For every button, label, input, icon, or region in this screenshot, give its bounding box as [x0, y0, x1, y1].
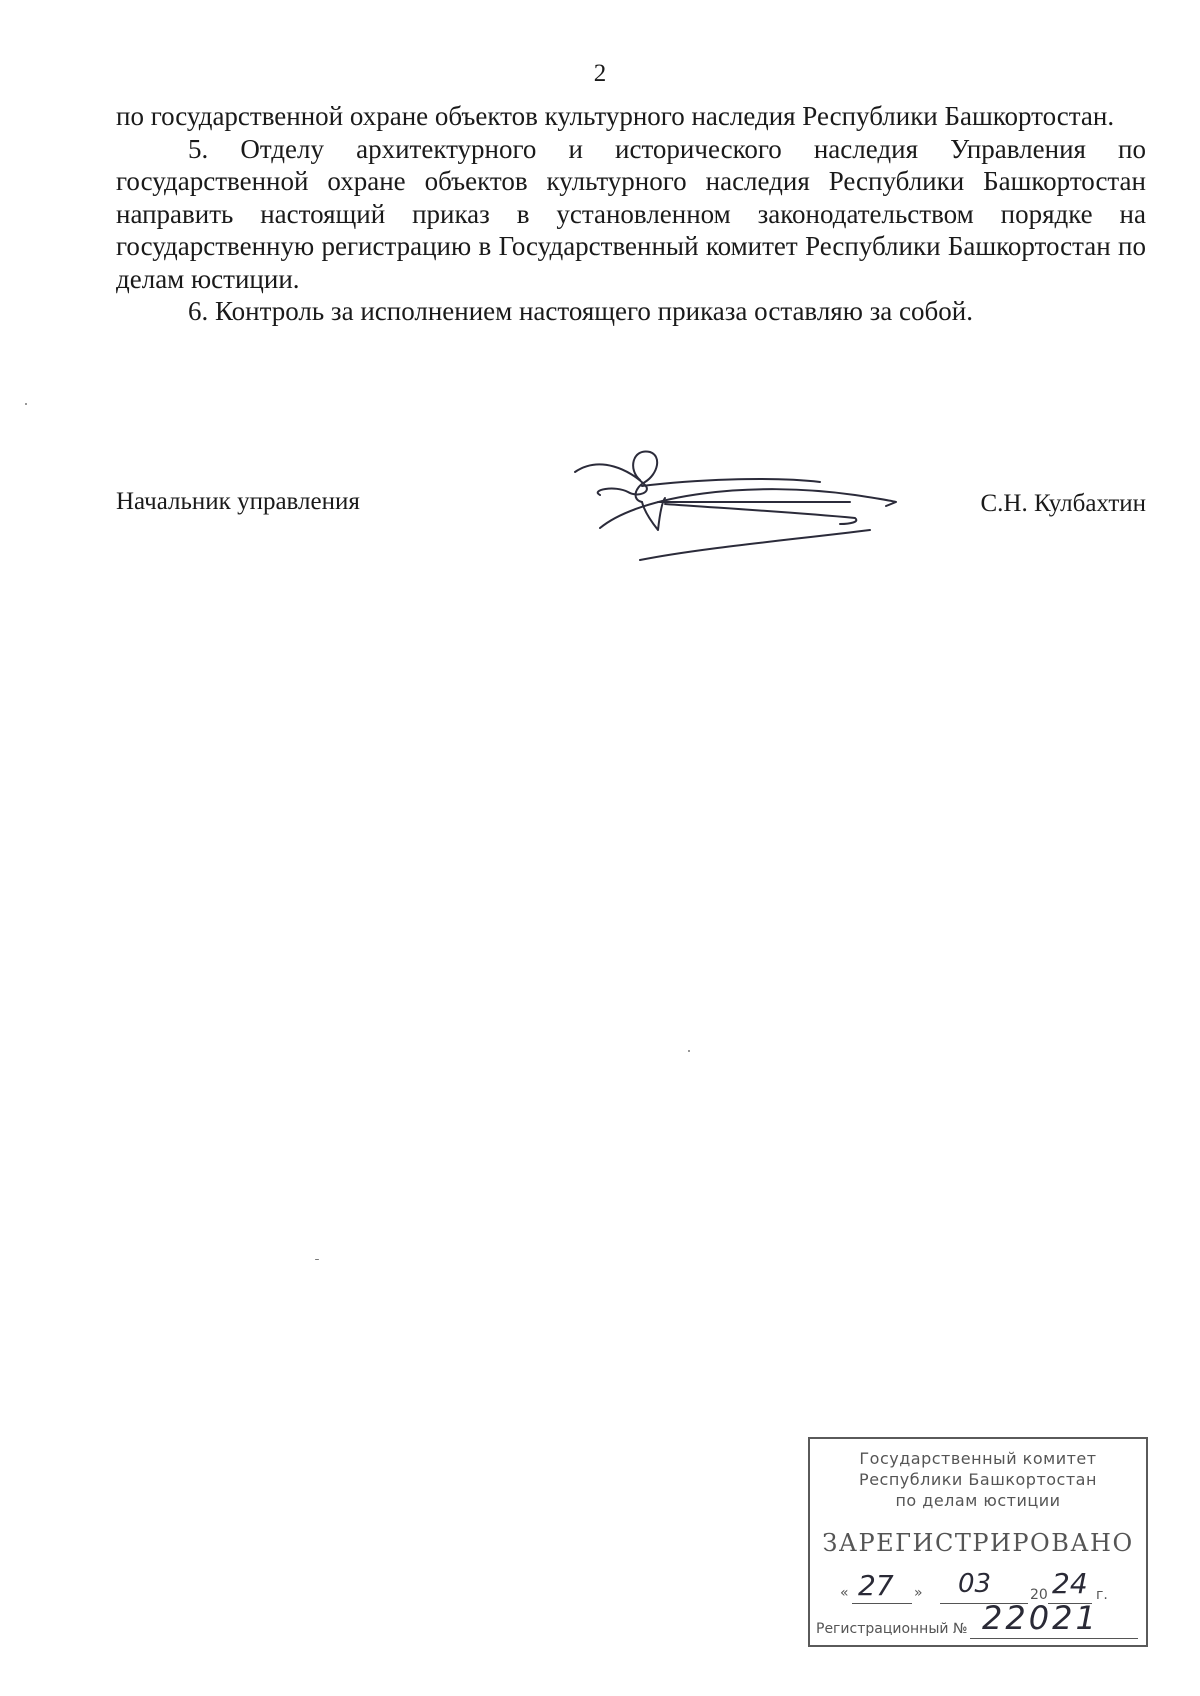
scan-speck [688, 1050, 690, 1052]
stamp-day: 27 [858, 1569, 894, 1602]
handwritten-signature [570, 440, 950, 570]
stamp-authority-line-2: Республики Башкортостан [859, 1470, 1097, 1489]
paragraph-item-5: 5. Отделу архитектурного и исторического наследия Управления по государственной охране объектов культурного наследия Республики Башкортостан направить настоящий приказ в установленном законодательством порядке на государственную регистрацию в Государственный комитет Республики Башкортостан по делам юстиции. [116, 133, 1146, 294]
stamp-year-prefix: 20 [1030, 1587, 1048, 1603]
stamp-registration-label: Регистрационный № [816, 1621, 968, 1637]
stamp-registration-number: 22021 [982, 1599, 1099, 1637]
scan-speck [315, 1259, 319, 1260]
signatory-title: Начальник управления [116, 488, 360, 515]
stamp-authority-line-3: по делам юстиции [895, 1491, 1061, 1510]
scan-speck [25, 403, 27, 405]
paragraph-continuation: по государственной охране объектов культурного наследия Республики Башкортостан. [116, 101, 1115, 131]
stamp-authority-line-1: Государственный комитет [859, 1449, 1097, 1468]
stamp-month: 03 [958, 1569, 992, 1599]
stamp-year-mark: г. [1096, 1587, 1108, 1603]
stamp-year-suffix: 24 [1052, 1567, 1088, 1600]
signatory-name: С.Н. Кулбахтин [980, 490, 1146, 517]
paragraph-item-6: 6. Контроль за исполнением настоящего приказа оставляю за собой. [188, 296, 973, 326]
stamp-title: ЗАРЕГИСТРИРОВАНО [822, 1529, 1134, 1557]
open-quote: « [840, 1585, 849, 1601]
registration-stamp [808, 1437, 1148, 1647]
page-number: 2 [593, 60, 607, 87]
registration-underline [970, 1638, 1138, 1639]
day-underline [852, 1603, 912, 1604]
close-quote: » [914, 1585, 923, 1601]
document-body [116, 100, 1146, 328]
